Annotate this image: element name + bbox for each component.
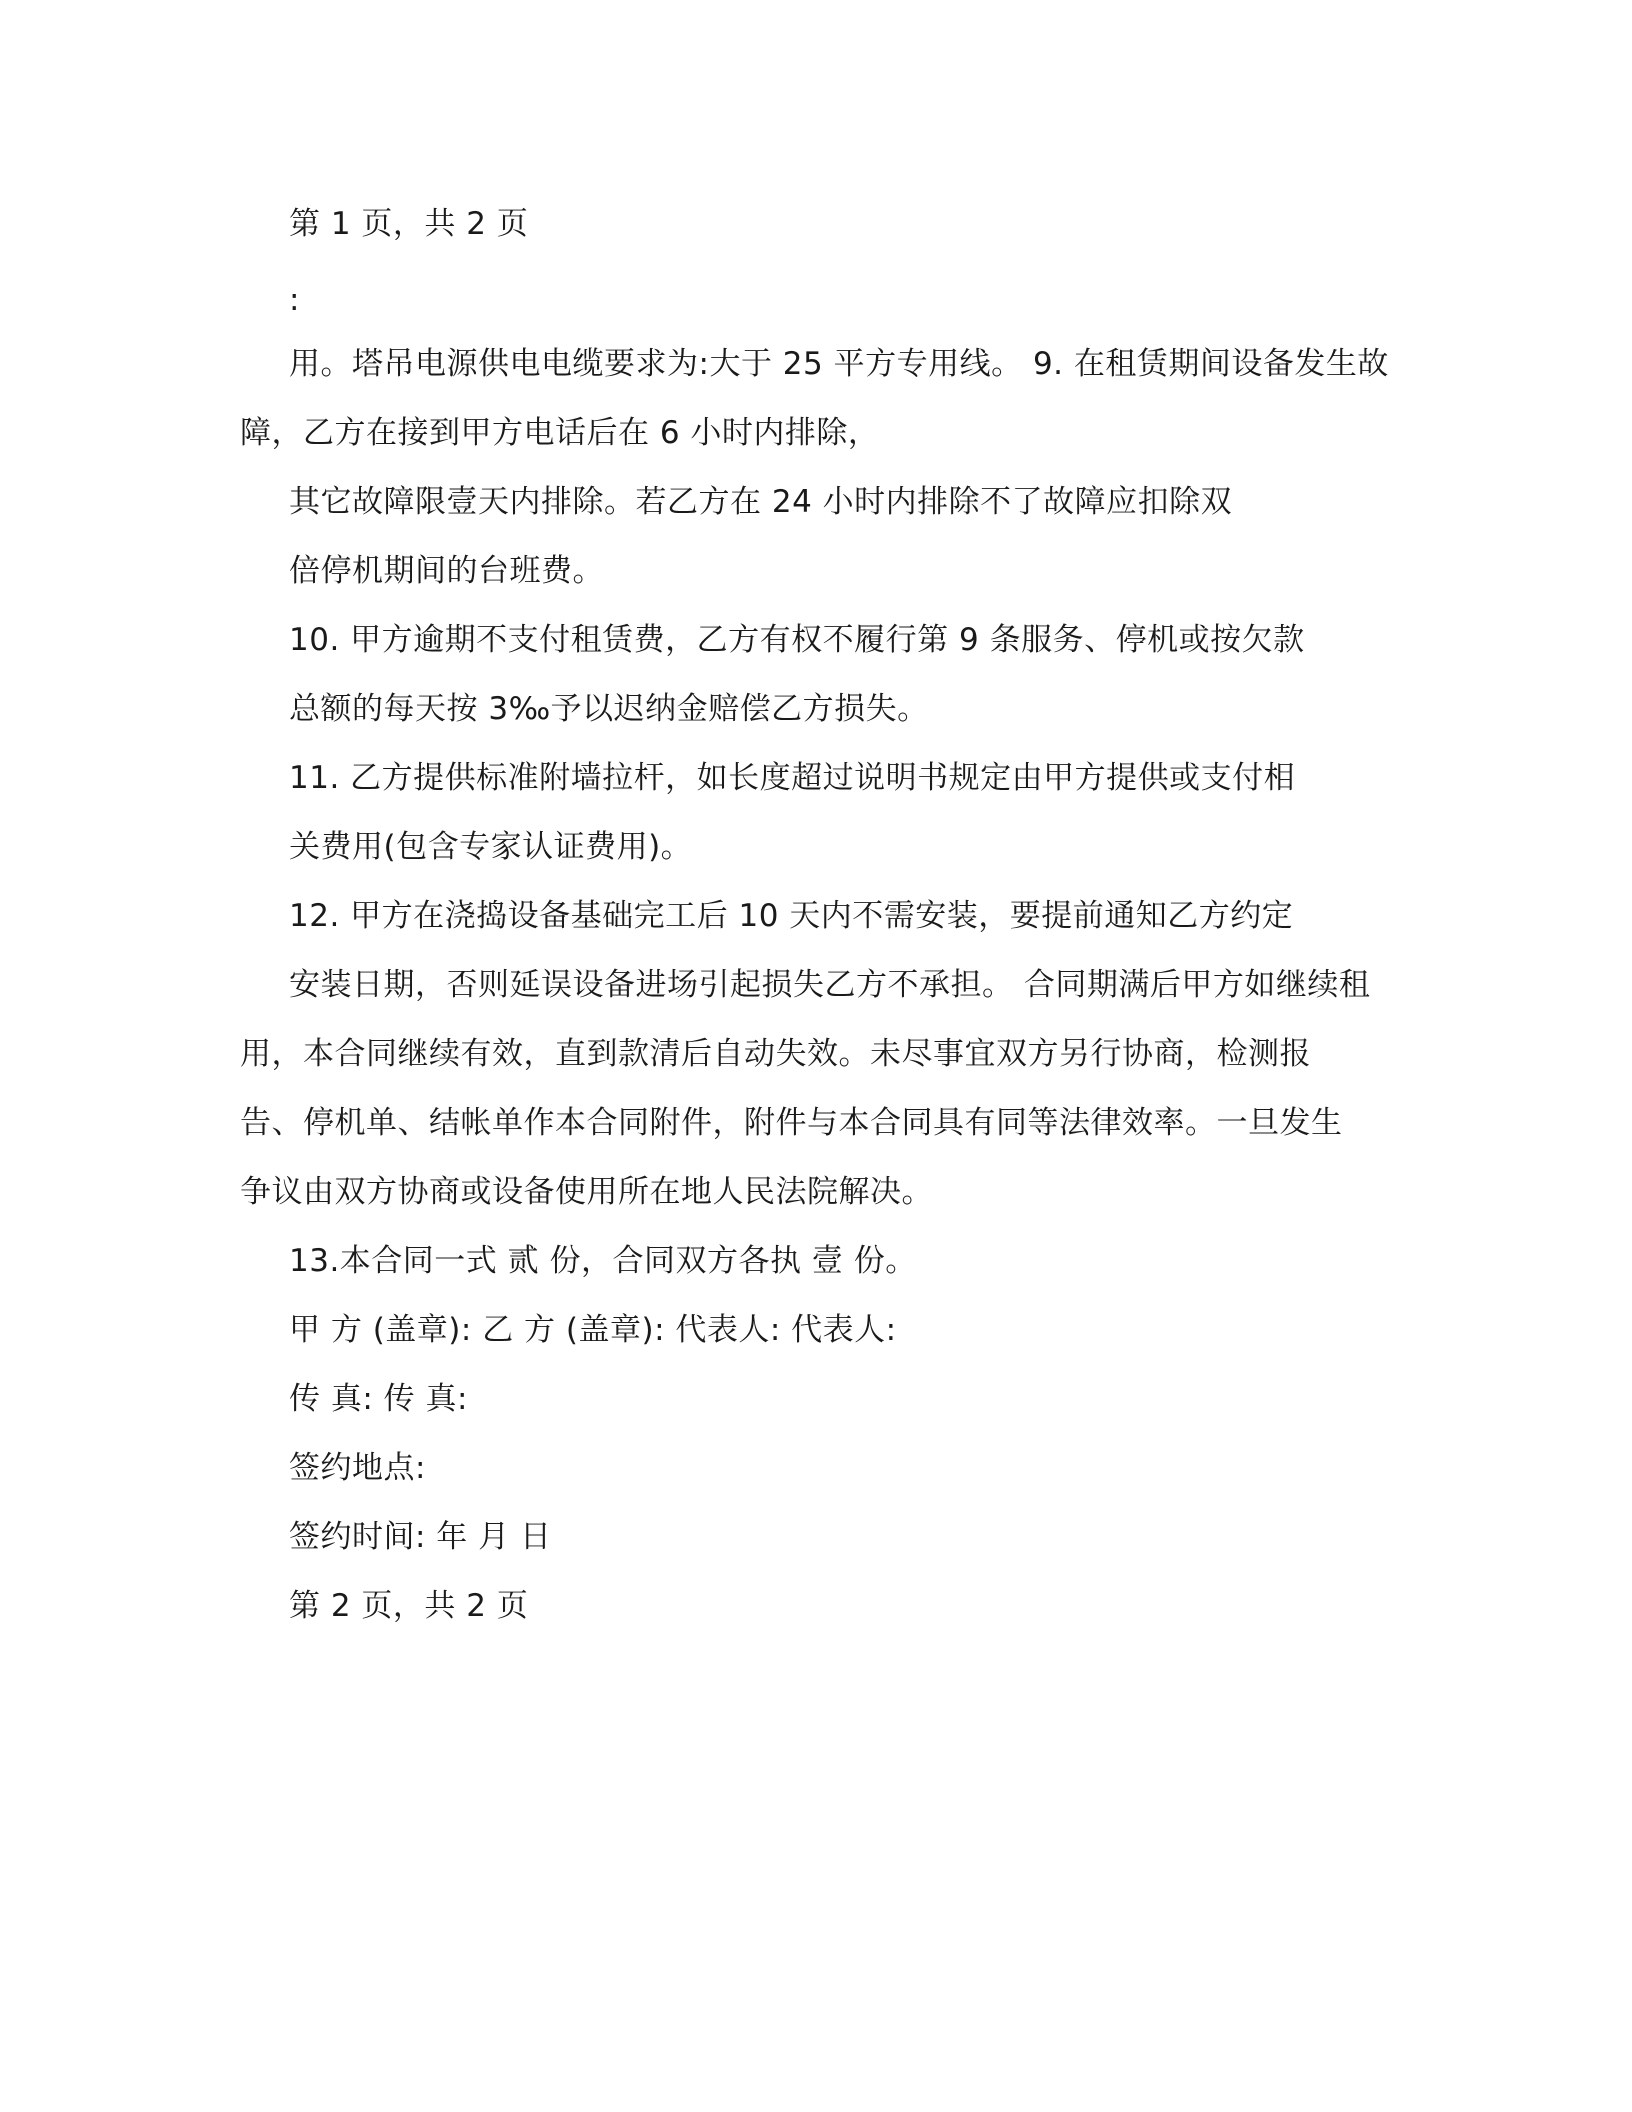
paragraph-line: 10. 甲方逾期不支付租赁费，乙方有权不履行第 9 条服务、停机或按欠款 xyxy=(289,622,1305,658)
signature-place: 签约地点: xyxy=(289,1450,426,1486)
signature-fax: 传 真: 传 真: xyxy=(289,1381,468,1417)
page-header: 第 1 页，共 2 页 xyxy=(289,206,529,242)
signature-time: 签约时间: 年 月 日 xyxy=(289,1519,552,1555)
paragraph-line: 争议由双方协商或设备使用所在地人民法院解决。 xyxy=(240,1174,933,1210)
signature-parties: 甲 方 (盖章): 乙 方 (盖章): 代表人: 代表人: xyxy=(289,1312,897,1348)
paragraph-line: 总额的每天按 3‰予以迟纳金赔偿乙方损失。 xyxy=(289,691,929,727)
paragraph-line: 安装日期，否则延误设备进场引起损失乙方不承担。 合同期满后甲方如继续租 xyxy=(289,967,1371,1003)
paragraph-line: 关费用(包含专家认证费用)。 xyxy=(289,829,693,865)
paragraph-line: 用。塔吊电源供电电缆要求为:大于 25 平方专用线。 9. 在租赁期间设备发生故 xyxy=(289,346,1389,382)
paragraph-line: 11. 乙方提供标准附墙拉杆，如长度超过说明书规定由甲方提供或支付相 xyxy=(289,760,1296,796)
colon-line: : xyxy=(289,282,300,318)
paragraph-line: 其它故障限壹天内排除。若乙方在 24 小时内排除不了故障应扣除双 xyxy=(289,484,1233,520)
paragraph-line: 倍停机期间的台班费。 xyxy=(289,553,604,589)
paragraph-line: 用，本合同继续有效，直到款清后自动失效。未尽事宜双方另行协商，检测报 xyxy=(240,1036,1311,1072)
paragraph-line: 告、停机单、结帐单作本合同附件，附件与本合同具有同等法律效率。一旦发生 xyxy=(240,1105,1343,1141)
page-footer: 第 2 页，共 2 页 xyxy=(289,1588,529,1624)
paragraph-line: 障，乙方在接到甲方电话后在 6 小时内排除， xyxy=(240,415,880,451)
paragraph-line: 12. 甲方在浇捣设备基础完工后 10 天内不需安装，要提前通知乙方约定 xyxy=(289,898,1294,934)
paragraph-line: 13.本合同一式 贰 份，合同双方各执 壹 份。 xyxy=(289,1243,917,1279)
